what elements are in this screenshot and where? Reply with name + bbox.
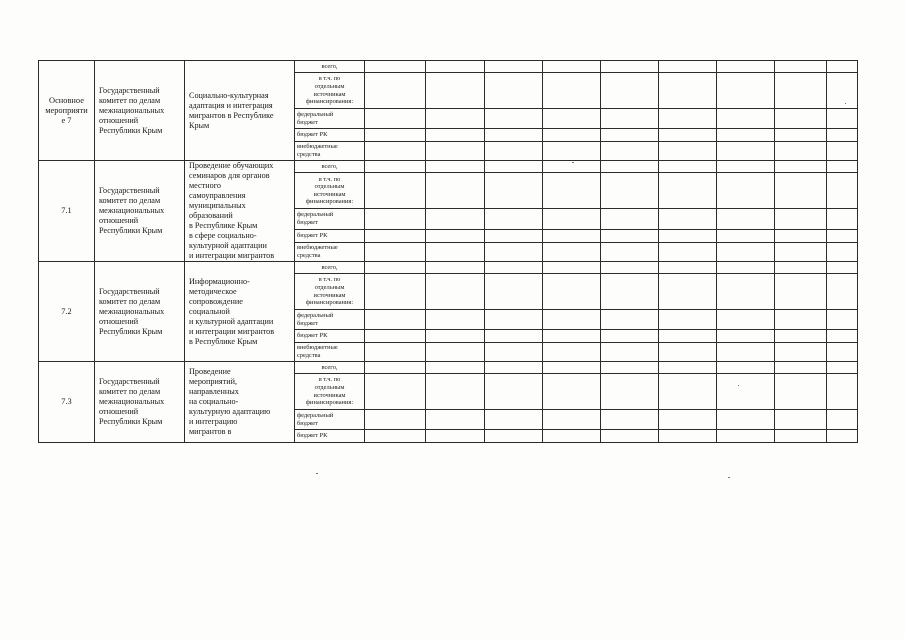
funding-source-cell xyxy=(295,374,365,410)
funding-source-cell xyxy=(295,262,365,274)
empty-value-cell xyxy=(717,73,775,109)
empty-value-cell xyxy=(543,262,601,274)
block-name-cell xyxy=(185,61,295,161)
empty-value-cell xyxy=(775,374,827,410)
empty-value-cell xyxy=(827,343,858,362)
empty-value-cell xyxy=(659,430,717,443)
empty-value-cell xyxy=(827,129,858,142)
empty-value-cell xyxy=(659,209,717,229)
empty-value-cell xyxy=(659,362,717,374)
funding-source-label: в т.ч. по отдельным источникам финансирования: xyxy=(305,175,354,206)
empty-value-cell xyxy=(426,410,485,430)
empty-value-cell xyxy=(543,310,601,330)
funding-source-label: бюджет РК xyxy=(297,231,328,239)
empty-value-cell xyxy=(659,229,717,242)
empty-value-cell xyxy=(775,209,827,229)
empty-value-cell xyxy=(659,173,717,209)
empty-value-cell xyxy=(659,374,717,410)
empty-value-cell xyxy=(485,173,543,209)
block-code-cell xyxy=(39,262,95,362)
block-executor: Государственный комитет по делам межнациональных отношений Республики Крым xyxy=(99,377,165,426)
empty-value-cell xyxy=(485,362,543,374)
empty-value-cell xyxy=(775,330,827,343)
block-executor: Государственный комитет по делам межнациональных отношений Республики Крым xyxy=(99,85,165,135)
empty-value-cell xyxy=(543,374,601,410)
empty-value-cell xyxy=(827,173,858,209)
funding-source-label: внебюджетные средства xyxy=(297,244,338,259)
empty-value-cell xyxy=(601,129,659,142)
empty-value-cell xyxy=(827,242,858,261)
empty-value-cell xyxy=(426,229,485,242)
empty-value-cell xyxy=(717,129,775,142)
empty-value-cell xyxy=(365,374,426,410)
empty-value-cell xyxy=(426,173,485,209)
empty-value-cell xyxy=(659,343,717,362)
funding-source-cell xyxy=(295,410,365,430)
empty-value-cell xyxy=(827,142,858,161)
empty-value-cell xyxy=(775,310,827,330)
empty-value-cell xyxy=(485,229,543,242)
scan-speck xyxy=(728,477,730,478)
funding-source-cell xyxy=(295,209,365,229)
empty-value-cell xyxy=(601,410,659,430)
empty-value-cell xyxy=(365,330,426,343)
block-name: Информационно- методическое сопровождение социальной и культурной адаптации и интеграции мигрантов в Республике Крым xyxy=(189,276,275,346)
empty-value-cell xyxy=(775,173,827,209)
empty-value-cell xyxy=(717,229,775,242)
empty-value-cell xyxy=(775,161,827,173)
empty-value-cell xyxy=(717,161,775,173)
empty-value-cell xyxy=(543,362,601,374)
empty-value-cell xyxy=(717,343,775,362)
funding-source-cell xyxy=(295,242,365,261)
empty-value-cell xyxy=(543,410,601,430)
empty-value-cell xyxy=(601,161,659,173)
empty-value-cell xyxy=(485,262,543,274)
empty-value-cell xyxy=(659,73,717,109)
block-name-cell xyxy=(185,262,295,362)
empty-value-cell xyxy=(717,430,775,443)
empty-value-cell xyxy=(775,262,827,274)
empty-value-cell xyxy=(827,109,858,129)
empty-value-cell xyxy=(365,129,426,142)
block-executor-cell xyxy=(95,262,185,362)
empty-value-cell xyxy=(485,73,543,109)
empty-value-cell xyxy=(426,262,485,274)
empty-value-cell xyxy=(717,61,775,73)
block-code: 7.2 xyxy=(61,306,72,316)
empty-value-cell xyxy=(601,61,659,73)
empty-value-cell xyxy=(365,242,426,261)
funding-source-cell xyxy=(295,73,365,109)
empty-value-cell xyxy=(717,242,775,261)
funding-source-label: бюджет РК xyxy=(297,131,328,139)
empty-value-cell xyxy=(659,274,717,310)
empty-value-cell xyxy=(659,330,717,343)
empty-value-cell xyxy=(659,129,717,142)
funding-source-label: в т.ч. по отдельным источникам финансирования: xyxy=(305,276,354,307)
empty-value-cell xyxy=(659,142,717,161)
empty-value-cell xyxy=(426,330,485,343)
funding-source-label: всего, xyxy=(321,263,338,271)
funding-source-cell xyxy=(295,142,365,161)
empty-value-cell xyxy=(485,209,543,229)
empty-value-cell xyxy=(485,129,543,142)
empty-value-cell xyxy=(543,343,601,362)
empty-value-cell xyxy=(365,310,426,330)
empty-value-cell xyxy=(426,73,485,109)
empty-value-cell xyxy=(659,242,717,261)
empty-value-cell xyxy=(659,410,717,430)
empty-value-cell xyxy=(485,109,543,129)
empty-value-cell xyxy=(717,262,775,274)
empty-value-cell xyxy=(365,142,426,161)
funding-source-cell xyxy=(295,274,365,310)
empty-value-cell xyxy=(485,310,543,330)
empty-value-cell xyxy=(543,430,601,443)
empty-value-cell xyxy=(601,229,659,242)
empty-value-cell xyxy=(543,242,601,261)
empty-value-cell xyxy=(827,374,858,410)
empty-value-cell xyxy=(365,229,426,242)
block-name: Проведение обучающих семинаров для органов местного самоуправления муниципальных образований в Республике Крым в сфере социально- культурной адаптации и интеграции мигрантов xyxy=(189,161,275,260)
empty-value-cell xyxy=(426,362,485,374)
funding-source-label: всего, xyxy=(321,162,338,170)
empty-value-cell xyxy=(485,61,543,73)
funding-source-cell xyxy=(295,310,365,330)
table-row xyxy=(39,262,858,274)
empty-value-cell xyxy=(543,129,601,142)
empty-value-cell xyxy=(601,343,659,362)
empty-value-cell xyxy=(827,362,858,374)
empty-value-cell xyxy=(827,430,858,443)
funding-source-cell xyxy=(295,330,365,343)
block-executor: Государственный комитет по делам межнациональных отношений Республики Крым xyxy=(99,186,165,235)
funding-source-cell xyxy=(295,61,365,73)
funding-source-label: федеральный бюджет xyxy=(297,411,334,427)
empty-value-cell xyxy=(601,310,659,330)
empty-value-cell xyxy=(543,142,601,161)
scan-speck xyxy=(845,103,846,104)
empty-value-cell xyxy=(659,161,717,173)
financing-plan-table xyxy=(38,60,858,443)
empty-value-cell xyxy=(426,142,485,161)
funding-source-label: в т.ч. по отдельным источникам финансирования: xyxy=(305,376,354,407)
block-code-cell xyxy=(39,161,95,262)
funding-source-label: федеральный бюджет xyxy=(297,311,334,327)
empty-value-cell xyxy=(827,410,858,430)
empty-value-cell xyxy=(543,173,601,209)
funding-source-cell xyxy=(295,362,365,374)
funding-source-label: в т.ч. по отдельным источникам финансирования: xyxy=(305,75,354,106)
empty-value-cell xyxy=(485,274,543,310)
empty-value-cell xyxy=(659,61,717,73)
empty-value-cell xyxy=(775,109,827,129)
block-executor-cell xyxy=(95,362,185,443)
empty-value-cell xyxy=(717,209,775,229)
funding-source-cell xyxy=(295,161,365,173)
empty-value-cell xyxy=(827,262,858,274)
block-code-cell xyxy=(39,61,95,161)
block-name: Социально-культурная адаптация и интеграция мигрантов в Республике Крым xyxy=(189,90,274,130)
empty-value-cell xyxy=(365,109,426,129)
empty-value-cell xyxy=(775,129,827,142)
empty-value-cell xyxy=(601,109,659,129)
empty-value-cell xyxy=(365,430,426,443)
empty-value-cell xyxy=(717,109,775,129)
empty-value-cell xyxy=(717,362,775,374)
empty-value-cell xyxy=(365,362,426,374)
empty-value-cell xyxy=(601,374,659,410)
empty-value-cell xyxy=(775,242,827,261)
empty-value-cell xyxy=(717,142,775,161)
empty-value-cell xyxy=(365,274,426,310)
empty-value-cell xyxy=(717,310,775,330)
empty-value-cell xyxy=(365,173,426,209)
empty-value-cell xyxy=(775,362,827,374)
funding-source-label: всего, xyxy=(321,62,338,70)
empty-value-cell xyxy=(827,61,858,73)
empty-value-cell xyxy=(775,343,827,362)
empty-value-cell xyxy=(426,209,485,229)
empty-value-cell xyxy=(775,73,827,109)
empty-value-cell xyxy=(601,242,659,261)
empty-value-cell xyxy=(365,161,426,173)
block-executor: Государственный комитет по делам межнациональных отношений Республики Крым xyxy=(99,286,165,336)
funding-source-label: федеральный бюджет xyxy=(297,110,334,126)
empty-value-cell xyxy=(659,262,717,274)
table-row xyxy=(39,362,858,374)
empty-value-cell xyxy=(601,73,659,109)
empty-value-cell xyxy=(485,374,543,410)
scan-speck xyxy=(316,473,318,474)
empty-value-cell xyxy=(426,310,485,330)
empty-value-cell xyxy=(659,109,717,129)
empty-value-cell xyxy=(775,142,827,161)
empty-value-cell xyxy=(485,410,543,430)
empty-value-cell xyxy=(543,61,601,73)
funding-source-cell xyxy=(295,109,365,129)
empty-value-cell xyxy=(365,343,426,362)
empty-value-cell xyxy=(426,374,485,410)
table-row xyxy=(39,61,858,73)
empty-value-cell xyxy=(485,430,543,443)
empty-value-cell xyxy=(775,229,827,242)
empty-value-cell xyxy=(426,343,485,362)
empty-value-cell xyxy=(717,330,775,343)
empty-value-cell xyxy=(775,430,827,443)
empty-value-cell xyxy=(543,229,601,242)
block-code: 7.3 xyxy=(61,397,72,406)
empty-value-cell xyxy=(543,73,601,109)
block-code: Основное мероприяти е 7 xyxy=(45,95,88,125)
scan-speck xyxy=(738,385,739,386)
funding-source-cell xyxy=(295,129,365,142)
scan-speck xyxy=(572,162,574,163)
empty-value-cell xyxy=(827,161,858,173)
funding-source-cell xyxy=(295,343,365,362)
empty-value-cell xyxy=(426,61,485,73)
empty-value-cell xyxy=(601,362,659,374)
empty-value-cell xyxy=(717,274,775,310)
empty-value-cell xyxy=(775,410,827,430)
empty-value-cell xyxy=(601,142,659,161)
empty-value-cell xyxy=(827,310,858,330)
block-name-cell xyxy=(185,362,295,443)
funding-source-label: бюджет РК xyxy=(297,332,328,340)
empty-value-cell xyxy=(485,161,543,173)
funding-source-cell xyxy=(295,430,365,443)
empty-value-cell xyxy=(365,73,426,109)
empty-value-cell xyxy=(775,274,827,310)
empty-value-cell xyxy=(426,274,485,310)
empty-value-cell xyxy=(601,209,659,229)
empty-value-cell xyxy=(659,310,717,330)
empty-value-cell xyxy=(365,410,426,430)
funding-source-label: федеральный бюджет xyxy=(297,211,334,227)
block-name-cell xyxy=(185,161,295,262)
funding-source-label: внебюджетные средства xyxy=(297,143,338,158)
empty-value-cell xyxy=(426,109,485,129)
empty-value-cell xyxy=(543,274,601,310)
empty-value-cell xyxy=(365,262,426,274)
empty-value-cell xyxy=(485,343,543,362)
block-executor-cell xyxy=(95,161,185,262)
empty-value-cell xyxy=(365,61,426,73)
empty-value-cell xyxy=(601,274,659,310)
empty-value-cell xyxy=(827,73,858,109)
empty-value-cell xyxy=(543,109,601,129)
funding-source-label: бюджет РК xyxy=(297,432,328,440)
empty-value-cell xyxy=(827,229,858,242)
block-executor-cell xyxy=(95,61,185,161)
empty-value-cell xyxy=(426,161,485,173)
empty-value-cell xyxy=(717,173,775,209)
empty-value-cell xyxy=(827,274,858,310)
empty-value-cell xyxy=(717,374,775,410)
empty-value-cell xyxy=(601,430,659,443)
empty-value-cell xyxy=(426,129,485,142)
empty-value-cell xyxy=(543,209,601,229)
empty-value-cell xyxy=(775,61,827,73)
empty-value-cell xyxy=(426,430,485,443)
empty-value-cell xyxy=(717,410,775,430)
empty-value-cell xyxy=(827,209,858,229)
empty-value-cell xyxy=(827,330,858,343)
empty-value-cell xyxy=(601,262,659,274)
block-name: Проведение мероприятий, направленных на социально- культурную адаптацию и интеграцию мигрантов в xyxy=(189,367,271,436)
empty-value-cell xyxy=(601,173,659,209)
empty-value-cell xyxy=(485,142,543,161)
empty-value-cell xyxy=(485,330,543,343)
funding-source-label: всего, xyxy=(321,363,338,371)
empty-value-cell xyxy=(601,330,659,343)
empty-value-cell xyxy=(365,209,426,229)
table-row xyxy=(39,161,858,173)
funding-source-cell xyxy=(295,173,365,209)
block-code: 7.1 xyxy=(61,206,72,215)
empty-value-cell xyxy=(543,330,601,343)
funding-source-cell xyxy=(295,229,365,242)
funding-source-label: внебюджетные средства xyxy=(297,344,338,359)
empty-value-cell xyxy=(485,242,543,261)
empty-value-cell xyxy=(426,242,485,261)
block-code-cell xyxy=(39,362,95,443)
